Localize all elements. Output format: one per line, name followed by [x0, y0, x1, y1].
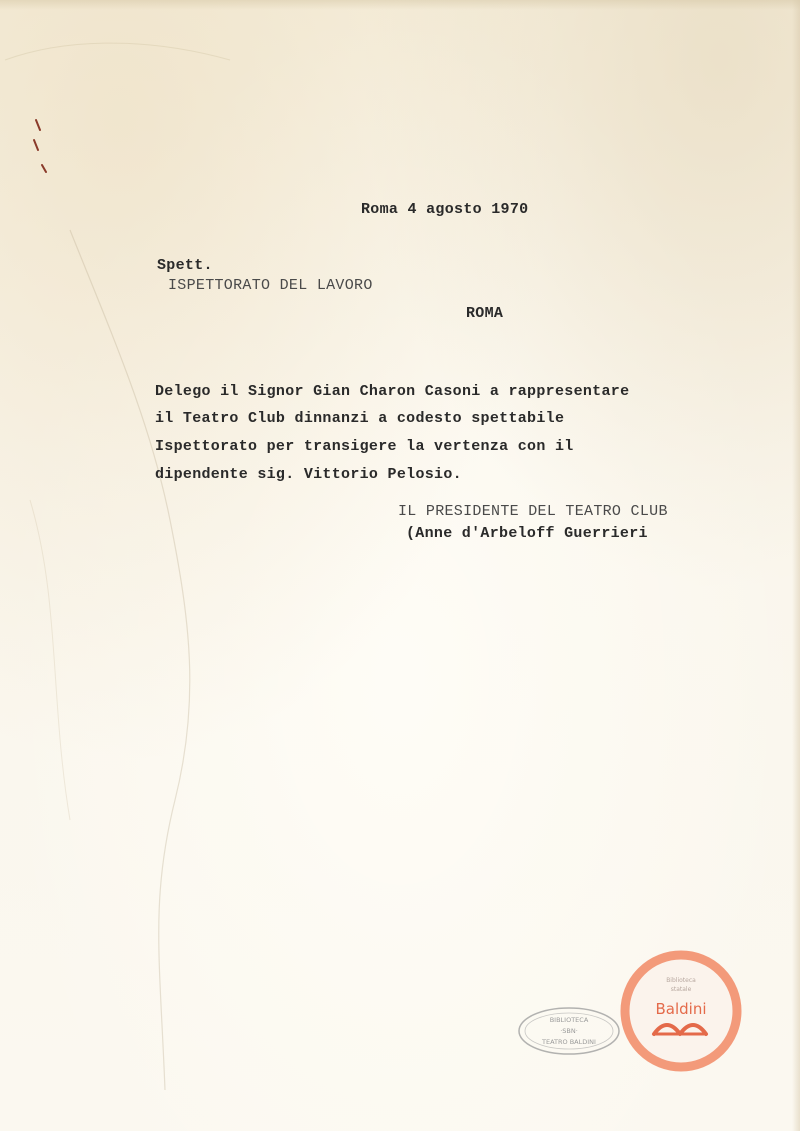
recipient-city: ROMA: [466, 305, 504, 322]
body-line: Delego il Signor Gian Charon Casoni a rappresentare: [155, 383, 630, 400]
biblioteca-baldini-logo: [620, 950, 742, 1072]
stamp-line: BIBLIOTECA: [549, 1016, 589, 1024]
library-stamp-icon: [516, 1005, 622, 1057]
logo-mid-text: statale: [670, 986, 692, 993]
signature-title: IL PRESIDENTE DEL TEATRO CLUB: [398, 503, 668, 520]
logo-top-text: Biblioteca: [666, 977, 696, 984]
logo-name: Baldini: [655, 1000, 707, 1018]
body-line: dipendente sig. Vittorio Pelosio.: [155, 466, 462, 483]
stamp-line: TEATRO BALDINI: [542, 1038, 596, 1046]
signature-name: (Anne d'Arbeloff Guerrieri: [406, 525, 648, 542]
recipient-name: ISPETTORATO DEL LAVORO: [168, 277, 373, 294]
stamp-line: ·SBN·: [560, 1027, 578, 1035]
body-line: Ispettorato per transigere la vertenza con il: [155, 438, 574, 455]
salutation: Spett.: [157, 257, 213, 274]
date-line: Roma 4 agosto 1970: [361, 201, 529, 218]
margin-mark-icon: [28, 110, 68, 180]
body-line: il Teatro Club dinnanzi a codesto spettabile: [155, 410, 565, 427]
